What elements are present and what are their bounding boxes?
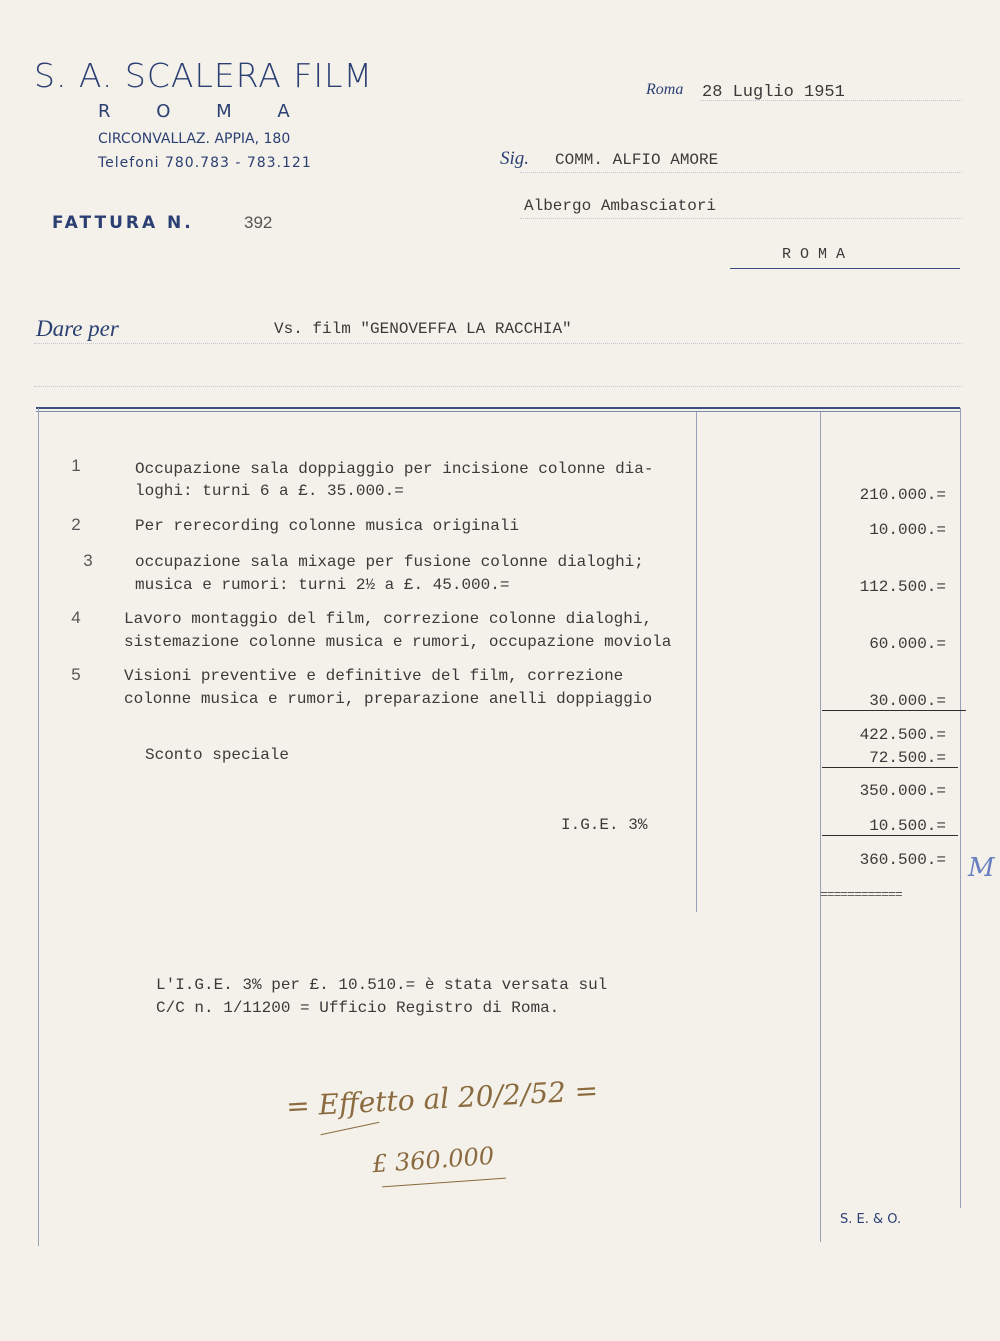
item-2-line1: Per rerecording colonne musica originali [135,517,520,535]
recipient-name: COMM. ALFIO AMORE [555,151,719,169]
recipient-city: R O M A [782,246,846,263]
footer-errors-omissions: S. E. & O. [840,1212,902,1227]
total-amount: 360.500.= [859,851,946,869]
invoice-label: FATTURA N. [52,213,194,233]
item-5-amount: 30.000.= [869,692,946,710]
item-4-line1: Lavoro montaggio del film, correzione colonne dialoghi, [124,610,653,628]
item-2-amount: 10.000.= [869,521,946,539]
recipient-prefix: Sig. [500,148,530,169]
item-1-number: 1 [71,456,81,475]
handwritten-amount: £ 360.000 [371,1141,495,1179]
tax-amount: 10.500.= [869,817,946,835]
film-title: Vs. film "GENOVEFFA LA RACCHIA" [274,320,572,338]
note-line2: C/C n. 1/11200 = Ufficio Registro di Roma. [156,999,560,1017]
company-city: R O M A [98,101,290,122]
item-5-line1: Visioni preventive e definitive del film, correzione [124,667,624,685]
item-2-number: 2 [71,515,81,534]
item-3-line2: musica e rumori: turni 2½ a £. 45.000.= [135,576,510,594]
handwritten-payment-note: = Effetto al 20/2/52 = [285,1073,599,1124]
company-address: CIRCONVALLAZ. APPIA, 180 [98,131,291,147]
item-1-line2: loghi: turni 6 a £. 35.000.= [135,482,404,500]
item-4-number: 4 [71,608,81,627]
company-phone: Telefoni 780.783 - 783.121 [98,155,312,171]
item-3-line1: occupazione sala mixage per fusione colonne dialoghi; [135,553,644,571]
margin-initials: M [968,853,995,883]
table-top-rule [36,407,960,409]
tax-label: I.G.E. 3% [561,816,648,834]
discount-label: Sconto speciale [145,746,290,764]
item-4-line2: sistemazione colonne musica e rumori, occupazione moviola [124,633,672,651]
item-5-line2: colonne musica e rumori, preparazione anelli doppiaggio [124,690,653,708]
total-double-rule: ============ [820,887,902,902]
item-3-number: 3 [83,551,93,570]
company-name: S. A. SCALERA FILM [34,56,373,95]
date-city: Roma [646,81,684,98]
net-amount: 350.000.= [859,782,946,800]
subject-label: Dare per [36,316,119,341]
invoice-date: 28 Luglio 1951 [702,83,845,102]
item-1-amount: 210.000.= [859,486,946,504]
recipient-hotel: Albergo Ambasciatori [524,197,717,215]
note-line1: L'I.G.E. 3% per £. 10.510.= è stata versata sul [156,976,608,994]
item-3-amount: 112.500.= [859,578,946,596]
item-1-line1: Occupazione sala doppiaggio per incisione colonne dia- [135,460,654,478]
subtotal-amount: 422.500.= [859,726,946,744]
discount-amount: 72.500.= [869,749,946,767]
invoice-number: 392 [244,213,273,232]
item-5-number: 5 [71,665,81,684]
item-4-amount: 60.000.= [869,635,946,653]
